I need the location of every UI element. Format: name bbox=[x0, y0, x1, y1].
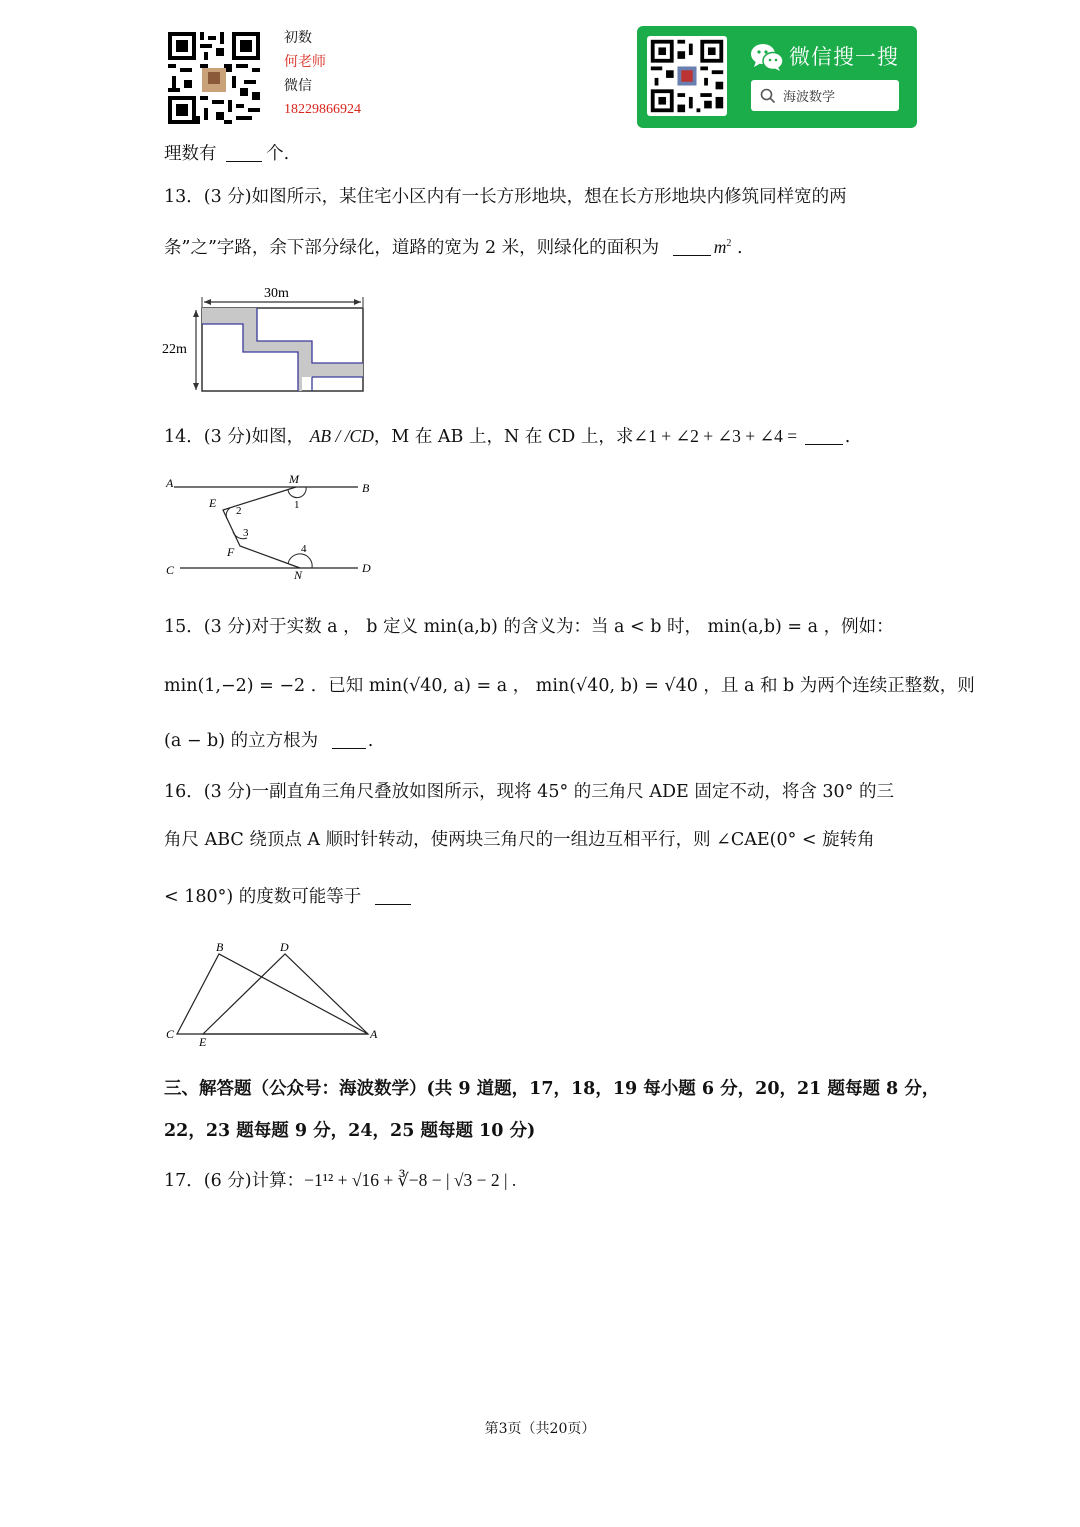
q14-label-f: F bbox=[227, 545, 235, 559]
header-wechat-label: 微信 bbox=[284, 78, 312, 94]
q16-line3-text: < 180°) 的度数可能等于 bbox=[164, 887, 362, 907]
q12-suffix: 个. bbox=[266, 144, 290, 164]
banner-title: 微信搜一搜 bbox=[789, 45, 899, 69]
q13-line2-text: 条”之”字路，余下部分绿化，道路的宽为 2 米，则绿化的面积为 bbox=[164, 238, 660, 258]
q13-label-width: 30m bbox=[264, 286, 289, 301]
q15-line2: min(1,−2) = −2 ．已知 min(√40, a) = a ， min(√40, b) = √40 ，且 a 和 b 为两个连续正整数，则 bbox=[164, 676, 975, 696]
q13-unit-sup: 2 bbox=[726, 238, 732, 250]
q16-label-b: B bbox=[216, 940, 224, 954]
wechat-logo-icon bbox=[750, 42, 784, 72]
q14-angle-2: 2 bbox=[236, 505, 242, 517]
q14-n: N 在 CD 上，求 bbox=[503, 427, 634, 447]
q14-answer-blank bbox=[805, 427, 843, 446]
q14-label-a: A bbox=[166, 476, 174, 490]
banner-search-text: 海波数学 bbox=[783, 90, 836, 105]
q14-label-m: M bbox=[289, 472, 299, 486]
section3-line1: 三、解答题（公众号：海波数学）(共 9 道题，17，18，19 每小题 6 分，20，21 题每题 8 分， bbox=[164, 1079, 940, 1099]
q12-tail bbox=[164, 140, 289, 165]
q16-line2: 角尺 ABC 绕顶点 A 顺时针转动，使两块三角尺的一组边互相平行，则 ∠CAE(0° < 旋转角 bbox=[164, 830, 875, 850]
qr-code-icon bbox=[647, 36, 727, 116]
q14-label-c: C bbox=[166, 563, 175, 577]
q14-parallel: AB / /CD bbox=[309, 426, 374, 446]
q16-label-e: E bbox=[199, 1035, 207, 1049]
q17-line bbox=[164, 1167, 516, 1192]
header-phone: 18229866924 bbox=[284, 102, 361, 117]
header-line-1: 初数 bbox=[284, 30, 312, 46]
q14-line bbox=[164, 423, 850, 448]
search-icon bbox=[760, 88, 776, 104]
q14-path bbox=[223, 487, 300, 568]
q14-label-e: E bbox=[209, 496, 217, 510]
q14-label-d: D bbox=[362, 561, 371, 575]
banner-qr-code bbox=[647, 36, 727, 116]
q12-answer-blank bbox=[226, 144, 262, 163]
q16-label-c: C bbox=[166, 1027, 175, 1041]
q14-label-n: N bbox=[294, 568, 303, 582]
q14-angle-3: 3 bbox=[243, 527, 249, 539]
q13-unit: m bbox=[713, 237, 727, 257]
q16-label-a: A bbox=[370, 1027, 378, 1041]
q16-figure bbox=[160, 938, 390, 1050]
q14-figure bbox=[160, 466, 390, 586]
banner-search-box[interactable] bbox=[751, 80, 899, 111]
q17-expr: −1¹² + √16 + ∛−8 − | √3 − 2 | . bbox=[304, 1170, 517, 1190]
q14-label-b: B bbox=[362, 481, 370, 495]
q13-answer-blank bbox=[673, 238, 711, 257]
q13-line2 bbox=[164, 234, 743, 259]
q15-line3-text: (a − b) 的立方根为 bbox=[164, 731, 319, 751]
q17-prefix: 17．(6 分)计算： bbox=[164, 1171, 305, 1191]
q14-end: . bbox=[844, 427, 851, 447]
q12-prefix: 理数有 bbox=[164, 144, 217, 164]
q13-end: . bbox=[736, 238, 743, 258]
q14-m: ，M 在 AB 上， bbox=[373, 427, 504, 447]
header-teacher: 何老师 bbox=[284, 54, 326, 70]
q14-prefix: 14．(3 分)如图， bbox=[164, 427, 305, 447]
q15-line1: 15．(3 分)对于实数 a ， b 定义 min(a,b) 的含义为：当 a < b 时， min(a,b) = a ，例如： bbox=[164, 617, 894, 637]
q16-line1: 16．(3 分)一副直角三角尺叠放如图所示，现将 45° 的三角尺 ADE 固定不动，将含 30° 的三 bbox=[164, 782, 894, 802]
qr-code-icon bbox=[168, 32, 260, 124]
q16-line3 bbox=[164, 883, 411, 908]
q14-angle-1: 1 bbox=[294, 499, 300, 511]
q13-figure bbox=[160, 280, 370, 396]
q16-answer-blank bbox=[375, 887, 411, 906]
q13-line1: 13．(3 分)如图所示，某住宅小区内有一长方形地块，想在长方形地块内修筑同样宽的两 bbox=[164, 187, 847, 207]
q13-label-height: 22m bbox=[162, 342, 187, 357]
q16-triangle-ade bbox=[203, 954, 368, 1034]
q16-label-d: D bbox=[280, 940, 289, 954]
q15-answer-blank bbox=[332, 731, 366, 750]
q15-line3 bbox=[164, 727, 373, 752]
q14-angle-4: 4 bbox=[301, 543, 307, 555]
q15-end: . bbox=[367, 731, 374, 751]
wechat-search-banner[interactable] bbox=[637, 26, 917, 128]
q14-expr: ∠1 + ∠2 + ∠3 + ∠4 = bbox=[633, 426, 798, 446]
header-contact bbox=[284, 26, 361, 122]
page-footer: 第3页（共20页） bbox=[484, 1421, 596, 1437]
section3-line2: 22，23 题每题 9 分，24，25 题每题 10 分) bbox=[164, 1121, 536, 1141]
qr-code-left bbox=[168, 32, 260, 124]
